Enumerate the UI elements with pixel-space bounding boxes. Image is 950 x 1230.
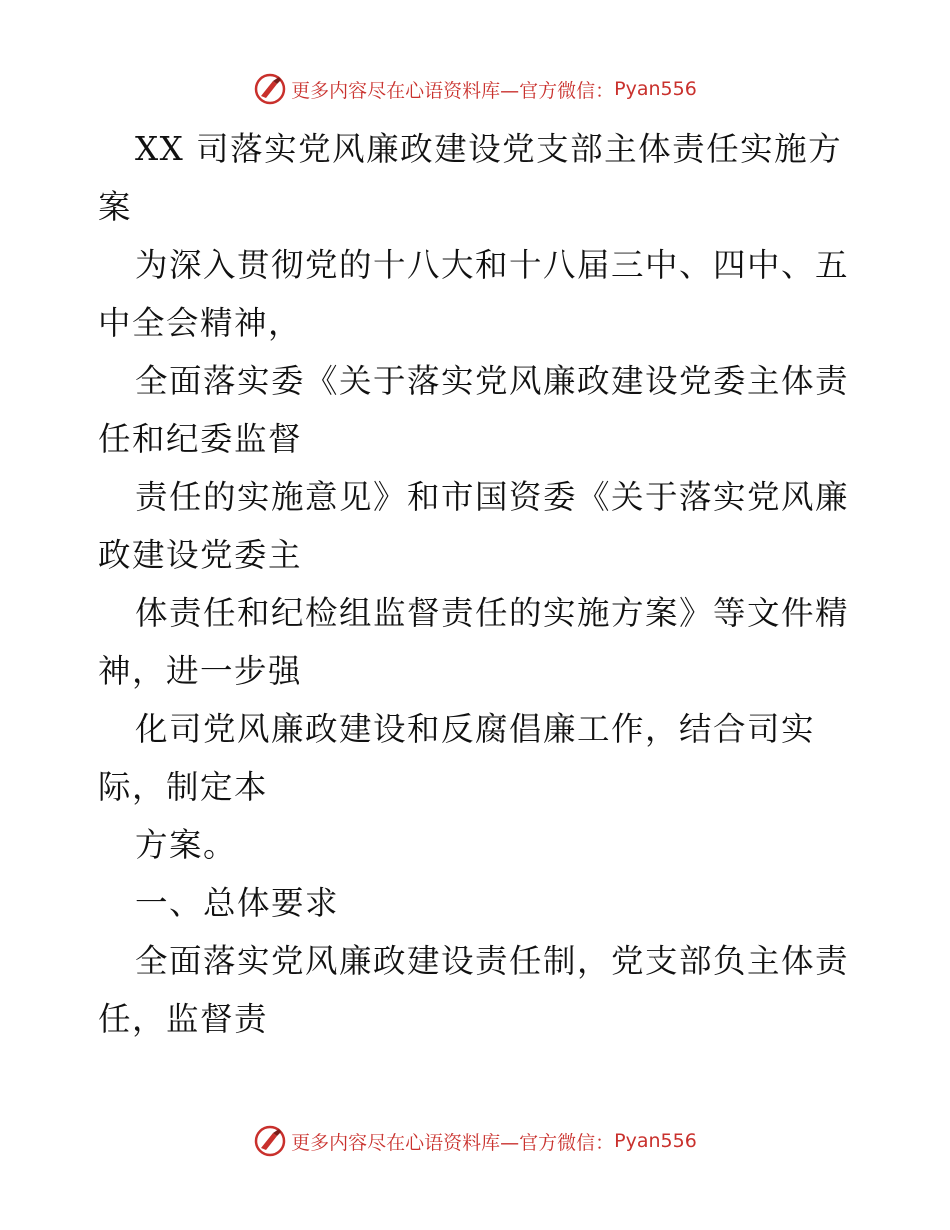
text-line: 政建设党委主	[98, 536, 303, 574]
logo-icon	[253, 72, 287, 106]
text-line: 神，进一步强	[98, 652, 303, 690]
text-line: 际，制定本	[98, 768, 269, 806]
text-line: XX 司落实党风廉政建设党支部主体责任实施方	[135, 130, 843, 168]
header-watermark	[0, 72, 950, 106]
text-line: 全面落实党风廉政建设责任制，党支部负主体责	[135, 942, 850, 980]
banner-wechat-id: Pyan556	[614, 1130, 697, 1152]
text-line: 任和纪委监督	[98, 420, 303, 458]
text-line: 责任的实施意见》和市国资委《关于落实党风廉	[135, 478, 850, 516]
text-line: 案	[98, 188, 133, 226]
text-line: 为深入贯彻党的十八大和十八届三中、四中、五	[135, 246, 850, 284]
text-line: 全面落实委《关于落实党风廉政建设党委主体责	[135, 362, 850, 400]
footer-watermark	[0, 1124, 950, 1158]
text-line: 任，监督责	[98, 1000, 269, 1038]
logo-icon	[253, 1124, 287, 1158]
text-line: 中全会精神，	[98, 304, 303, 342]
banner-text: 更多内容尽在心语资料库—官方微信：	[291, 1131, 615, 1154]
text-line: 方案。	[135, 826, 238, 864]
text-line: 体责任和纪检组监督责任的实施方案》等文件精	[135, 594, 850, 632]
text-line: 化司党风廉政建设和反腐倡廉工作，结合司实	[135, 710, 816, 748]
banner-wechat-id: Pyan556	[614, 78, 697, 100]
text-line: 一、总体要求	[135, 884, 340, 922]
banner-text: 更多内容尽在心语资料库—官方微信：	[291, 79, 615, 102]
document-body	[98, 120, 858, 1048]
